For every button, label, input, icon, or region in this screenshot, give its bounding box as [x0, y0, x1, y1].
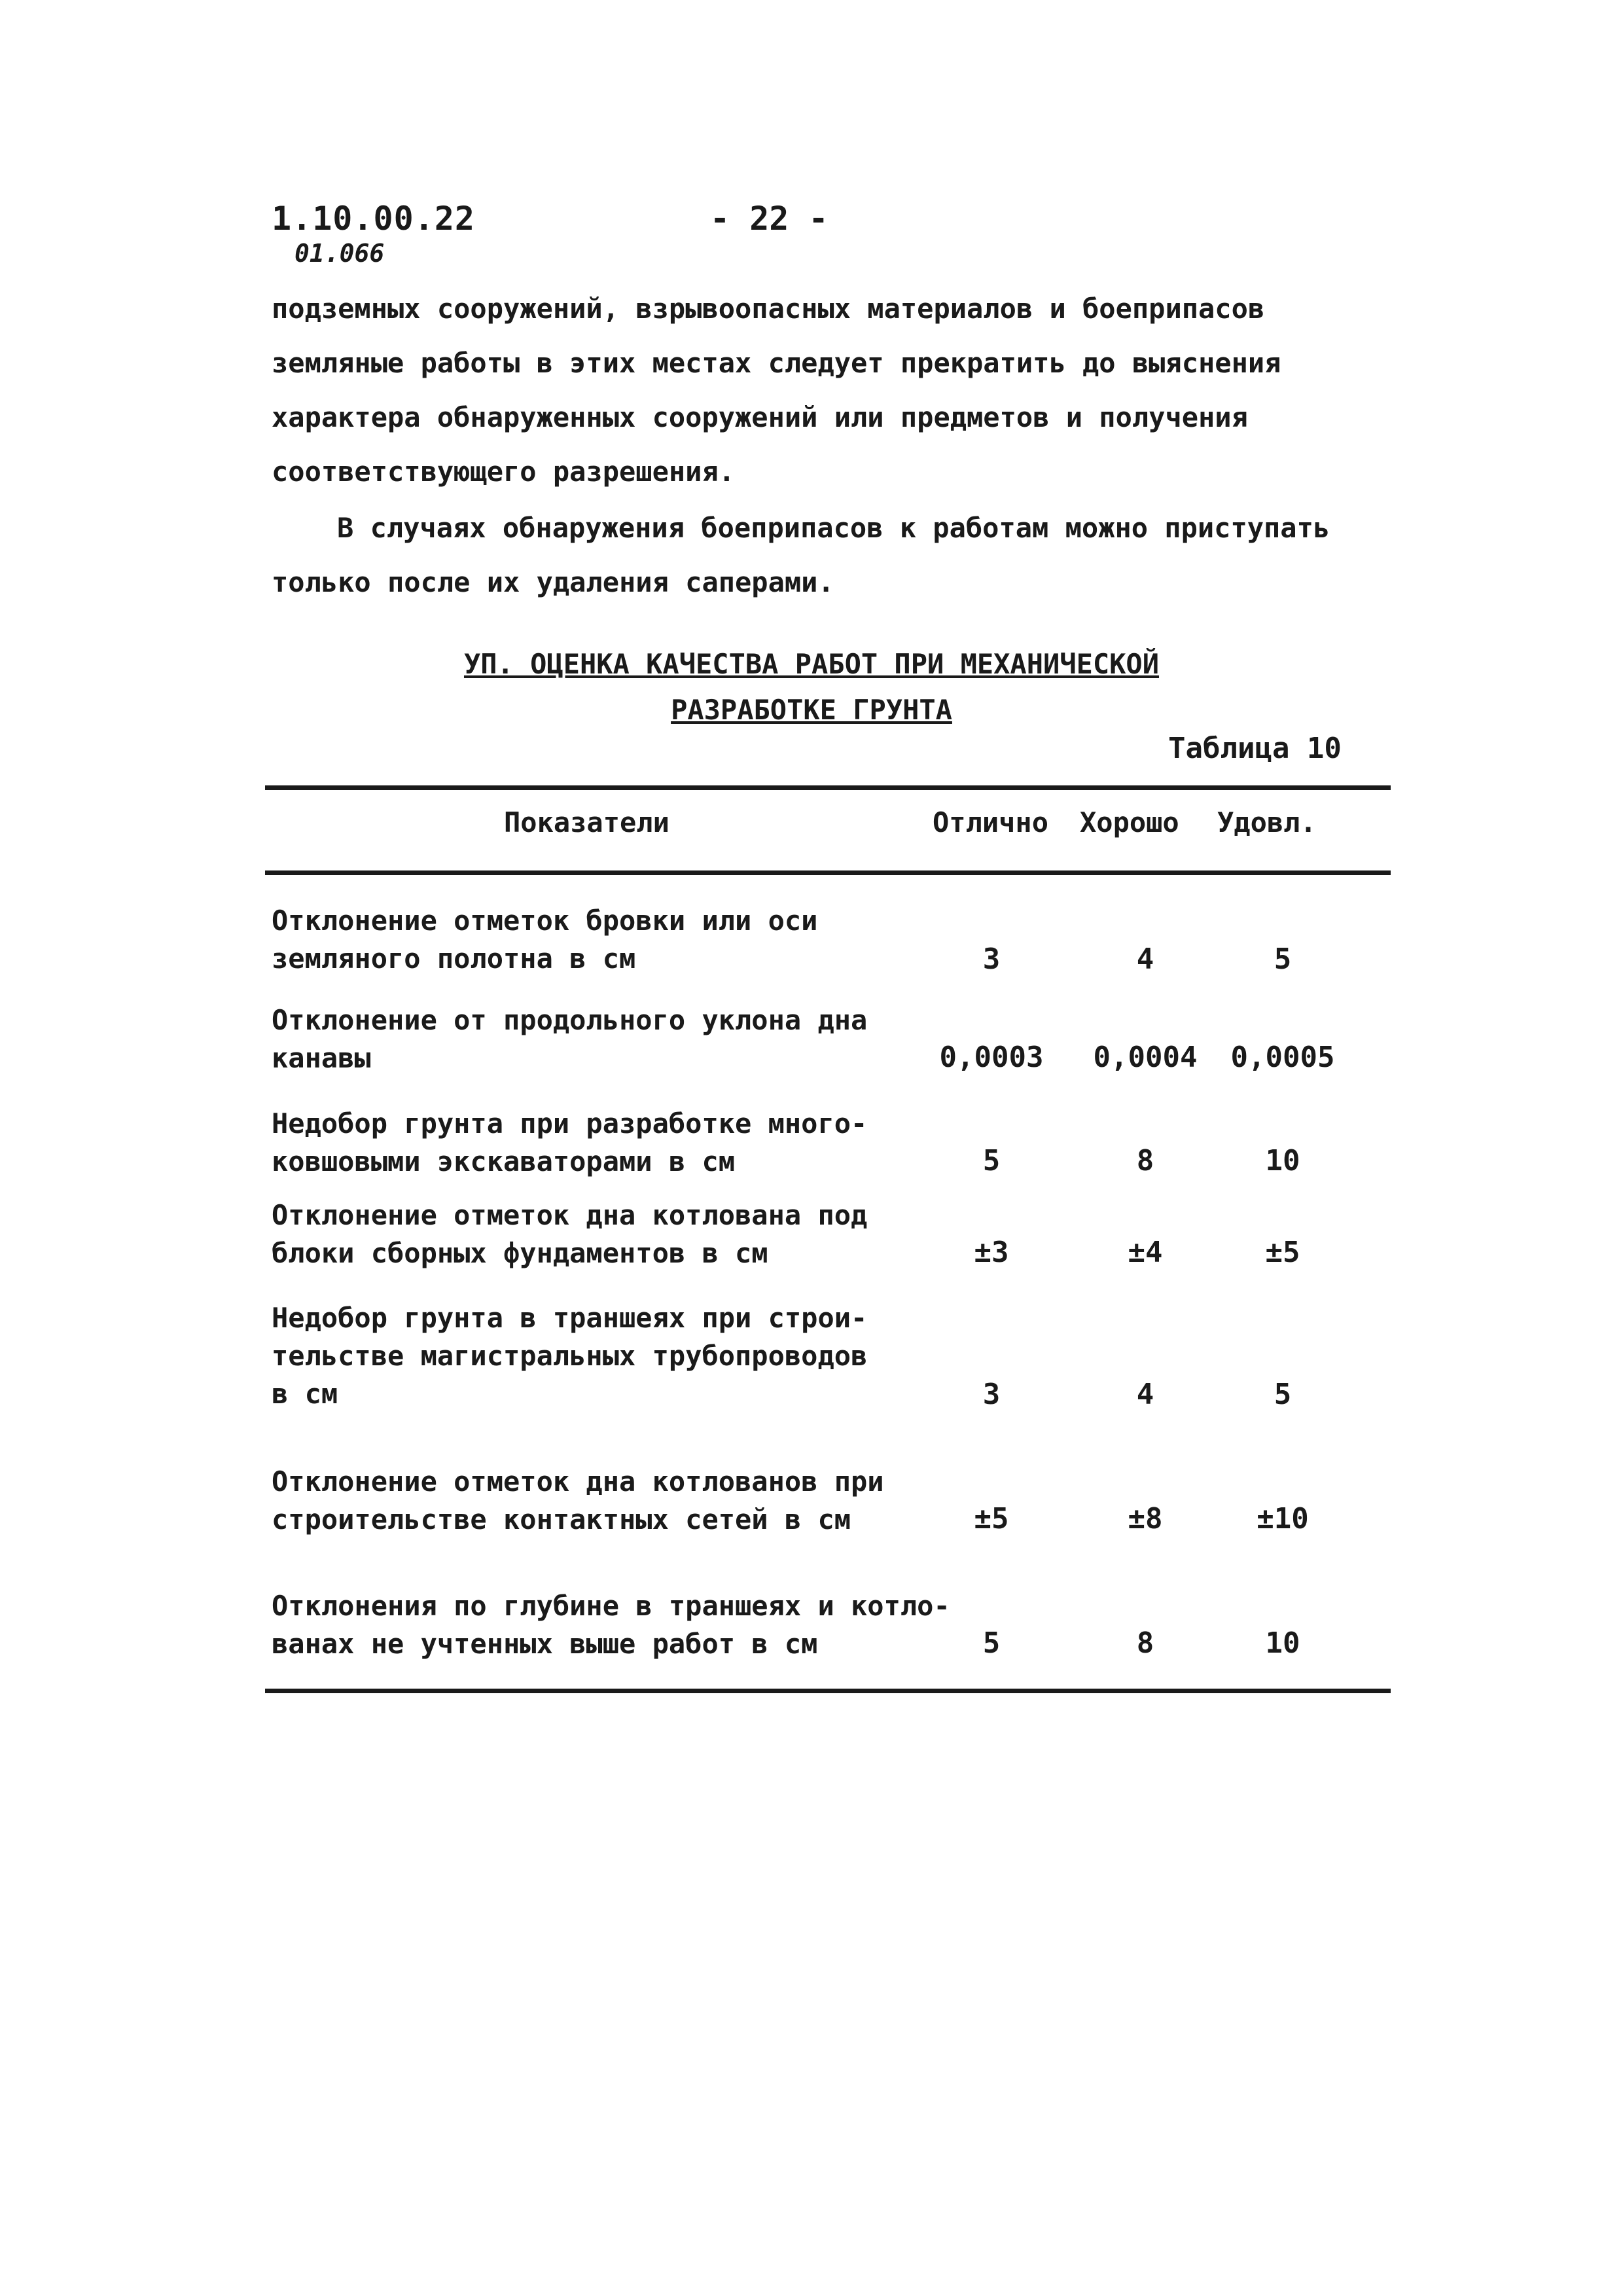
paragraph-line: В случаях обнаружения боеприпасов к работам можно приступать	[337, 512, 1330, 544]
table-cell-satisfactory: ±5	[1265, 1236, 1300, 1269]
table-label: Таблица 10	[1168, 732, 1342, 765]
table-row-label: Отклонение от продольного уклона дна канавы	[272, 1004, 868, 1074]
column-header-good: Хорошо	[1080, 806, 1179, 838]
table-top-rule	[265, 785, 1391, 790]
table-row-label: Отклонения по глубине в траншеях и котло- ванах не учтенных выше работ в см	[272, 1590, 950, 1660]
paragraph-line: характера обнаруженных сооружений или предметов и получения	[272, 401, 1248, 433]
table-row-label: Недобор грунта при разработке много- ковшовыми экскаваторами в см	[272, 1107, 868, 1177]
table-row-label: Отклонение отметок бровки или оси земляного полотна в см	[272, 905, 818, 975]
table-cell-good: ±8	[1128, 1502, 1163, 1535]
table-row-label: Отклонение отметок дна котлована под блоки сборных фундаментов в см	[272, 1199, 868, 1269]
table-cell-excellent: 5	[982, 1144, 1001, 1177]
table-cell-good: 0,0004	[1093, 1041, 1198, 1074]
table-cell-excellent: ±5	[974, 1502, 1009, 1535]
table-row-label: Недобор грунта в траншеях при строи- тельстве магистральных трубопроводов в см	[272, 1302, 868, 1410]
table-cell-excellent: 5	[982, 1626, 1001, 1660]
table-cell-good: 8	[1136, 1144, 1154, 1177]
table-header-rule	[265, 870, 1391, 875]
document-subcode: 01.066	[294, 239, 385, 268]
column-header-indicators: Показатели	[504, 806, 669, 838]
table-cell-satisfactory: 10	[1265, 1144, 1300, 1177]
paragraph-line: только после их удаления саперами.	[272, 566, 834, 598]
paragraph-1	[272, 281, 1384, 499]
table-cell-good: ±4	[1128, 1236, 1163, 1269]
paragraph-line: соответствующего разрешения.	[272, 456, 736, 488]
table-bottom-rule	[265, 1689, 1391, 1693]
table-cell-good: 4	[1136, 942, 1154, 976]
table-cell-satisfactory: 5	[1274, 942, 1292, 976]
document-code: 1.10.00.22	[272, 200, 476, 238]
table-cell-excellent: 3	[982, 942, 1001, 976]
section-title-line-1: УП. ОЦЕНКА КАЧЕСТВА РАБОТ ПРИ МЕХАНИЧЕСКОЙ	[463, 648, 1160, 680]
column-header-excellent: Отлично	[933, 806, 1049, 838]
page-number: - 22 -	[710, 200, 829, 238]
table-cell-satisfactory: 0,0005	[1230, 1041, 1335, 1074]
table-cell-good: 8	[1136, 1626, 1154, 1660]
table-cell-good: 4	[1136, 1378, 1154, 1411]
table-cell-excellent: ±3	[974, 1236, 1009, 1269]
paragraph-2	[272, 501, 1384, 609]
table-cell-excellent: 0,0003	[939, 1041, 1044, 1074]
table-cell-excellent: 3	[982, 1378, 1001, 1411]
paragraph-line: земляные работы в этих местах следует прекратить до выяснения	[272, 347, 1281, 379]
table-cell-satisfactory: 10	[1265, 1626, 1300, 1660]
section-title-line-2: РАЗРАБОТКЕ ГРУНТА	[671, 694, 952, 726]
column-header-satisfactory: Удовл.	[1217, 806, 1317, 838]
table-cell-satisfactory: ±10	[1257, 1502, 1309, 1535]
table-cell-satisfactory: 5	[1274, 1378, 1292, 1411]
paragraph-line: подземных сооружений, взрывоопасных материалов и боеприпасов	[272, 293, 1265, 325]
table-row-label: Отклонение отметок дна котлованов при строительстве контактных сетей в см	[272, 1465, 884, 1535]
